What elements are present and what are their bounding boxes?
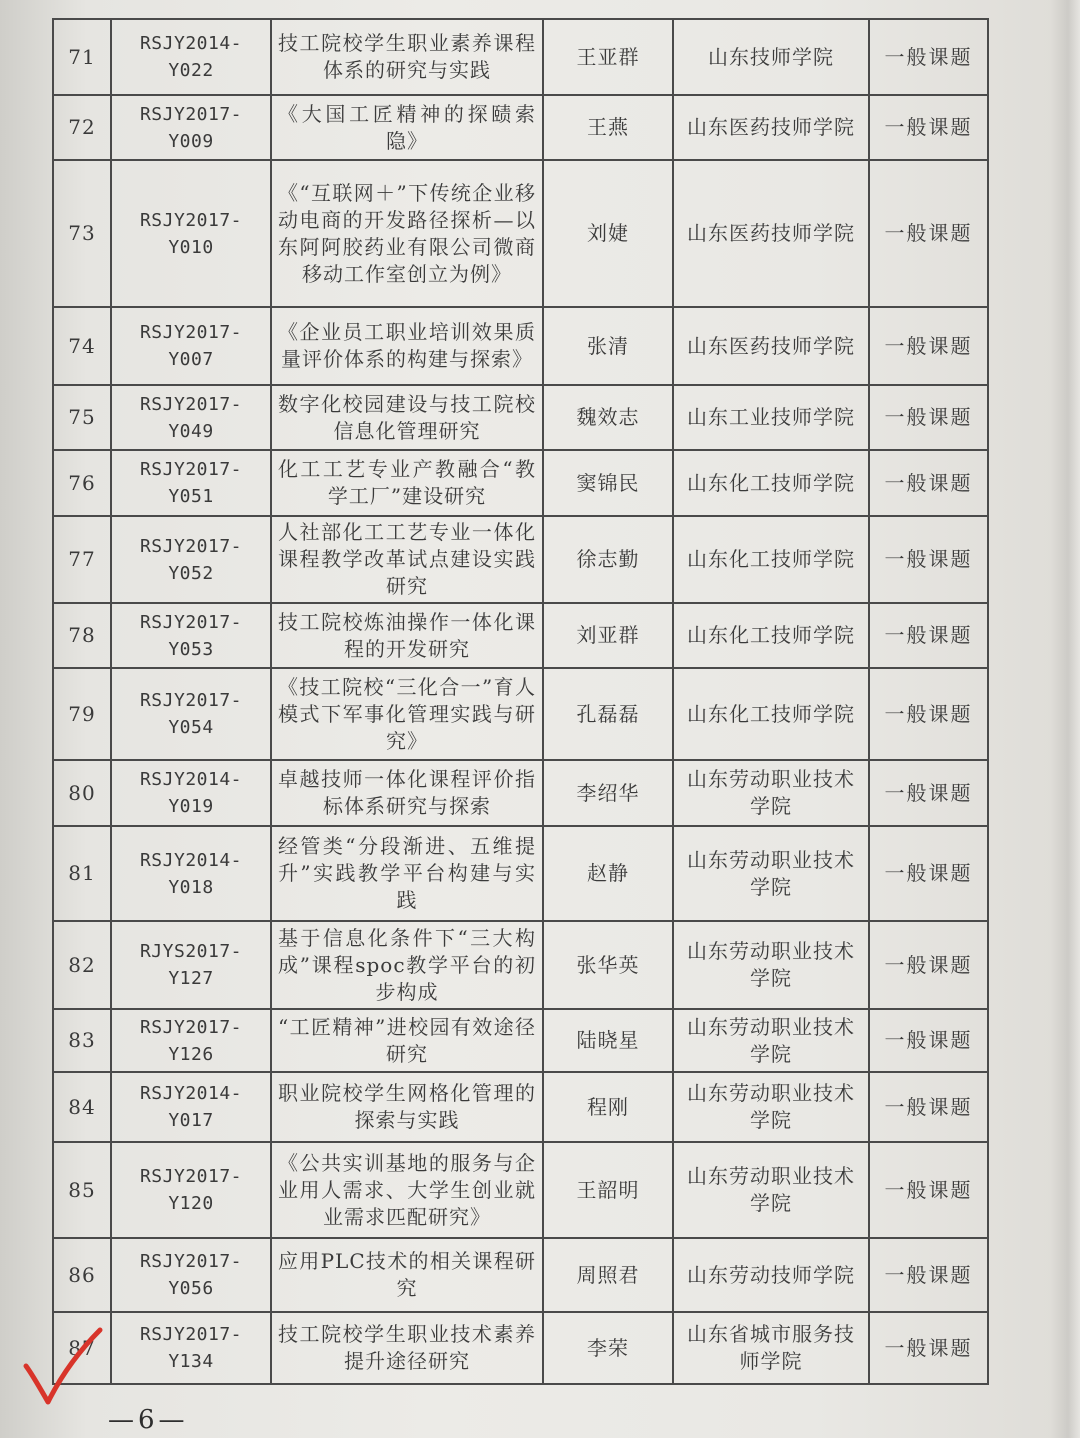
person-name-cell: 张清	[543, 307, 673, 385]
row-number-cell: 86	[53, 1238, 111, 1312]
organization-cell: 山东化工技师学院	[673, 668, 869, 760]
organization-cell: 山东劳动职业技术学院	[673, 1009, 869, 1072]
organization-cell: 山东医药技师学院	[673, 95, 869, 160]
row-number-cell: 74	[53, 307, 111, 385]
project-title-cell: 职业院校学生网格化管理的探索与实践	[271, 1072, 543, 1142]
table-row	[53, 1009, 988, 1072]
project-code-cell: RSJY2017-Y134	[111, 1312, 271, 1384]
organization-cell: 山东医药技师学院	[673, 160, 869, 307]
person-name-cell: 徐志勤	[543, 516, 673, 603]
person-name-cell: 刘婕	[543, 160, 673, 307]
table-row	[53, 385, 988, 450]
project-type-cell: 一般课题	[869, 603, 988, 668]
organization-cell: 山东医药技师学院	[673, 307, 869, 385]
person-name-cell: 赵静	[543, 826, 673, 921]
project-type-cell: 一般课题	[869, 95, 988, 160]
project-title-cell: 基于信息化条件下“三大构成”课程spoc教学平台的初步构成	[271, 921, 543, 1009]
row-number-cell: 84	[53, 1072, 111, 1142]
project-code-cell: RSJY2017-Y053	[111, 603, 271, 668]
project-title-cell: 应用PLC技术的相关课程研究	[271, 1238, 543, 1312]
project-title-cell: 卓越技师一体化课程评价指标体系研究与探索	[271, 760, 543, 826]
table-row	[53, 450, 988, 516]
row-number-cell: 76	[53, 450, 111, 516]
project-type-cell: 一般课题	[869, 921, 988, 1009]
person-name-cell: 孔磊磊	[543, 668, 673, 760]
organization-cell: 山东劳动职业技术学院	[673, 826, 869, 921]
project-title-cell: 《公共实训基地的服务与企业用人需求、大学生创业就业需求匹配研究》	[271, 1142, 543, 1238]
organization-cell: 山东技师学院	[673, 19, 869, 95]
project-type-cell: 一般课题	[869, 1072, 988, 1142]
project-type-cell: 一般课题	[869, 1238, 988, 1312]
project-type-cell: 一般课题	[869, 760, 988, 826]
project-code-cell: RSJY2017-Y009	[111, 95, 271, 160]
organization-cell: 山东省城市服务技师学院	[673, 1312, 869, 1384]
person-name-cell: 程刚	[543, 1072, 673, 1142]
person-name-cell: 窦锦民	[543, 450, 673, 516]
project-code-cell: RSJY2017-Y007	[111, 307, 271, 385]
project-title-cell: 人社部化工工艺专业一体化课程教学改革试点建设实践研究	[271, 516, 543, 603]
table-row	[53, 603, 988, 668]
project-code-cell: RSJY2014-Y022	[111, 19, 271, 95]
project-code-cell: RSJY2017-Y056	[111, 1238, 271, 1312]
project-type-cell: 一般课题	[869, 307, 988, 385]
project-code-cell: RSJY2017-Y049	[111, 385, 271, 450]
organization-cell: 山东劳动职业技术学院	[673, 760, 869, 826]
table-row	[53, 19, 988, 95]
organization-cell: 山东劳动职业技术学院	[673, 1142, 869, 1238]
table-row	[53, 160, 988, 307]
row-number-cell: 87	[53, 1312, 111, 1384]
table-row	[53, 1142, 988, 1238]
organization-cell: 山东化工技师学院	[673, 603, 869, 668]
red-check-mark-icon	[18, 1322, 108, 1412]
row-number-cell: 83	[53, 1009, 111, 1072]
project-title-cell: 技工院校学生职业技术素养提升途径研究	[271, 1312, 543, 1384]
table-body	[53, 19, 988, 1384]
project-code-cell: RSJY2017-Y051	[111, 450, 271, 516]
table-row	[53, 921, 988, 1009]
table-row	[53, 95, 988, 160]
project-title-cell: 技工院校学生职业素养课程体系的研究与实践	[271, 19, 543, 95]
organization-cell: 山东劳动职业技术学院	[673, 1072, 869, 1142]
organization-cell: 山东化工技师学院	[673, 516, 869, 603]
project-code-cell: RSJY2017-Y126	[111, 1009, 271, 1072]
project-code-cell: RSJY2014-Y019	[111, 760, 271, 826]
project-code-cell: RJYS2017-Y127	[111, 921, 271, 1009]
table-row	[53, 1312, 988, 1384]
person-name-cell: 刘亚群	[543, 603, 673, 668]
project-title-cell: 《技工院校“三化合一”育人模式下军事化管理实践与研究》	[271, 668, 543, 760]
row-number-cell: 85	[53, 1142, 111, 1238]
organization-cell: 山东劳动技师学院	[673, 1238, 869, 1312]
project-type-cell: 一般课题	[869, 1312, 988, 1384]
table-row	[53, 307, 988, 385]
table-row	[53, 668, 988, 760]
row-number-cell: 79	[53, 668, 111, 760]
row-number-cell: 75	[53, 385, 111, 450]
project-code-cell: RSJY2017-Y010	[111, 160, 271, 307]
project-title-cell: 数字化校园建设与技工院校信息化管理研究	[271, 385, 543, 450]
person-name-cell: 王燕	[543, 95, 673, 160]
table-row	[53, 826, 988, 921]
organization-cell: 山东化工技师学院	[673, 450, 869, 516]
project-type-cell: 一般课题	[869, 19, 988, 95]
project-type-cell: 一般课题	[869, 385, 988, 450]
project-title-cell: 经管类“分段渐进、五维提升”实践教学平台构建与实践	[271, 826, 543, 921]
organization-cell: 山东工业技师学院	[673, 385, 869, 450]
table-row	[53, 1072, 988, 1142]
project-type-cell: 一般课题	[869, 160, 988, 307]
project-type-cell: 一般课题	[869, 826, 988, 921]
table-row	[53, 1238, 988, 1312]
row-number-cell: 73	[53, 160, 111, 307]
table-row	[53, 760, 988, 826]
person-name-cell: 王韶明	[543, 1142, 673, 1238]
page-number: —6—	[108, 1405, 189, 1435]
person-name-cell: 李荣	[543, 1312, 673, 1384]
project-table	[52, 18, 989, 1385]
project-code-cell: RSJY2017-Y120	[111, 1142, 271, 1238]
table-row	[53, 516, 988, 603]
project-type-cell: 一般课题	[869, 516, 988, 603]
person-name-cell: 王亚群	[543, 19, 673, 95]
person-name-cell: 魏效志	[543, 385, 673, 450]
person-name-cell: 陆晓星	[543, 1009, 673, 1072]
project-title-cell: 《大国工匠精神的探赜索隐》	[271, 95, 543, 160]
person-name-cell: 李绍华	[543, 760, 673, 826]
row-number-cell: 82	[53, 921, 111, 1009]
project-code-cell: RSJY2017-Y052	[111, 516, 271, 603]
project-title-cell: “工匠精神”进校园有效途径研究	[271, 1009, 543, 1072]
organization-cell: 山东劳动职业技术学院	[673, 921, 869, 1009]
project-title-cell: 化工工艺专业产教融合“教学工厂”建设研究	[271, 450, 543, 516]
project-type-cell: 一般课题	[869, 1009, 988, 1072]
project-code-cell: RSJY2014-Y017	[111, 1072, 271, 1142]
row-number-cell: 78	[53, 603, 111, 668]
project-type-cell: 一般课题	[869, 1142, 988, 1238]
person-name-cell: 张华英	[543, 921, 673, 1009]
project-title-cell: 技工院校炼油操作一体化课程的开发研究	[271, 603, 543, 668]
row-number-cell: 77	[53, 516, 111, 603]
project-code-cell: RSJY2017-Y054	[111, 668, 271, 760]
row-number-cell: 71	[53, 19, 111, 95]
project-title-cell: 《企业员工职业培训效果质量评价体系的构建与探索》	[271, 307, 543, 385]
row-number-cell: 81	[53, 826, 111, 921]
row-number-cell: 72	[53, 95, 111, 160]
project-type-cell: 一般课题	[869, 668, 988, 760]
page-fold-shadow	[1050, 0, 1080, 1438]
project-type-cell: 一般课题	[869, 450, 988, 516]
project-title-cell: 《“互联网＋”下传统企业移动电商的开发路径探析—以东阿阿胶药业有限公司微商移动工作室创立为例》	[271, 160, 543, 307]
person-name-cell: 周照君	[543, 1238, 673, 1312]
row-number-cell: 80	[53, 760, 111, 826]
project-code-cell: RSJY2014-Y018	[111, 826, 271, 921]
